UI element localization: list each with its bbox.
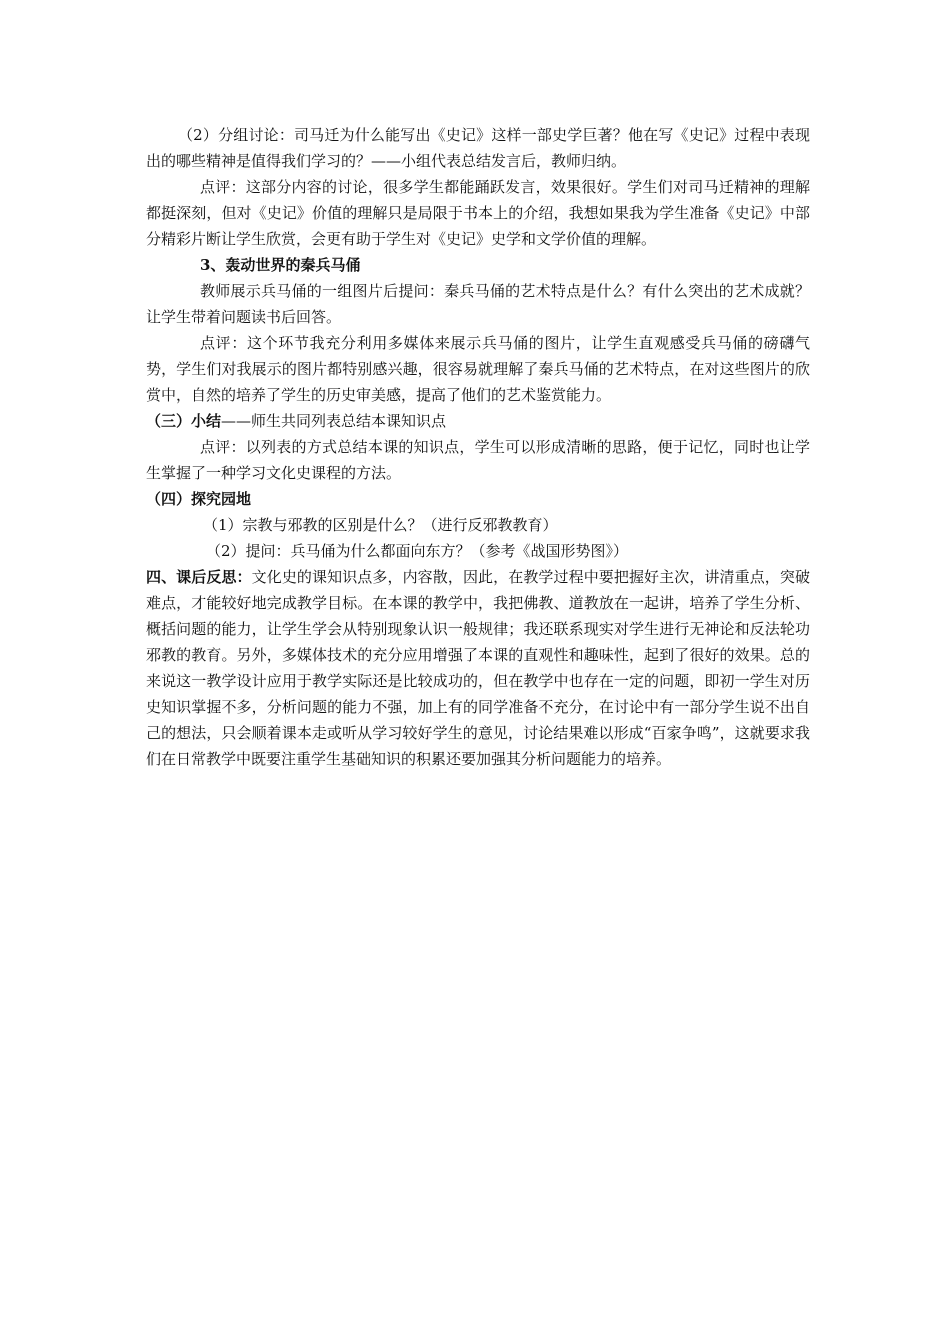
paragraph-terracotta-question: 教师展示兵马俑的一组图片后提问：秦兵马俑的艺术特点是什么？有什么突出的艺术成就？让学生带着问题读书后回答。 — [146, 282, 810, 326]
inquiry-question-1: （1）宗教与邪教的区别是什么？（进行反邪教教育） — [203, 516, 558, 534]
paragraph-group-discussion: （2）分组讨论：司马迁为什么能写出《史记》这样一部史学巨著？他在写《史记》过程中表现出的哪些精神是值得我们学习的？——小组代表总结发言后，教师归纳。 — [146, 126, 810, 170]
section-reflection-label: 四、课后反思： — [146, 568, 252, 586]
inquiry-question-2: （2）提问：兵马俑为什么都面向东方？（参考《战国形势图》） — [206, 542, 629, 560]
section-reflection — [146, 564, 810, 772]
section-summary — [146, 408, 810, 434]
paragraph-comment-summary: 点评：以列表的方式总结本课的知识点，学生可以形成清晰的思路，便于记忆，同时也让学生掌握了一种学习文化史课程的方法。 — [146, 438, 810, 482]
heading-terracotta-army: 3、轰动世界的秦兵马俑 — [200, 256, 361, 274]
paragraph-comment-terracotta: 点评：这个环节我充分利用多媒体来展示兵马俑的图片，让学生直观感受兵马俑的磅礴气势，学生们对我展示的图片都特别感兴趣，很容易就理解了秦兵马俑的艺术特点，在对这些图片的欣赏中，自然的培养了学生的历史审美感，提高了他们的艺术鉴赏能力。 — [146, 334, 810, 404]
section-summary-text: ——师生共同列表总结本课知识点 — [221, 412, 447, 430]
section-inquiry: （四）探究园地 — [146, 490, 252, 508]
section-summary-label: （三）小结 — [146, 412, 222, 430]
section-reflection-text: 文化史的课知识点多，内容散，因此，在教学过程中要把握好主次，讲清重点，突破难点，才能较好地完成教学目标。在本课的教学中，我把佛教、道教放在一起讲，培养了学生分析、概括问题的能力，让学生学会从特别现象认识一般规律；我还联系现实对学生进行无神论和反法轮功邪教的教育。另外，多媒体技术的充分应用增强了本课的直观性和趣味性，起到了很好的效果。总的来说这一教学设计应用于教学实际还是比较成功的，但在教学中也存在一定的问题，即初一学生对历史知识掌握不多，分析问题的能力不强，加上有的同学准备不充分，在讨论中有一部分学生说不出自己的想法，只会顺着课本走或听从学习较好学生的意见，讨论结果难以形成“百家争鸣”，这就要求我们在日常教学中既要注重学生基础知识的积累还要加强其分析问题能力的培养。 — [146, 568, 810, 768]
document-page — [146, 122, 810, 772]
paragraph-comment-shiji: 点评：这部分内容的讨论，很多学生都能踊跃发言，效果很好。学生们对司马迁精神的理解都挺深刻，但对《史记》价值的理解只是局限于书本上的介绍，我想如果我为学生准备《史记》中部分精彩片断让学生欣赏，会更有助于学生对《史记》史学和文学价值的理解。 — [146, 178, 810, 248]
